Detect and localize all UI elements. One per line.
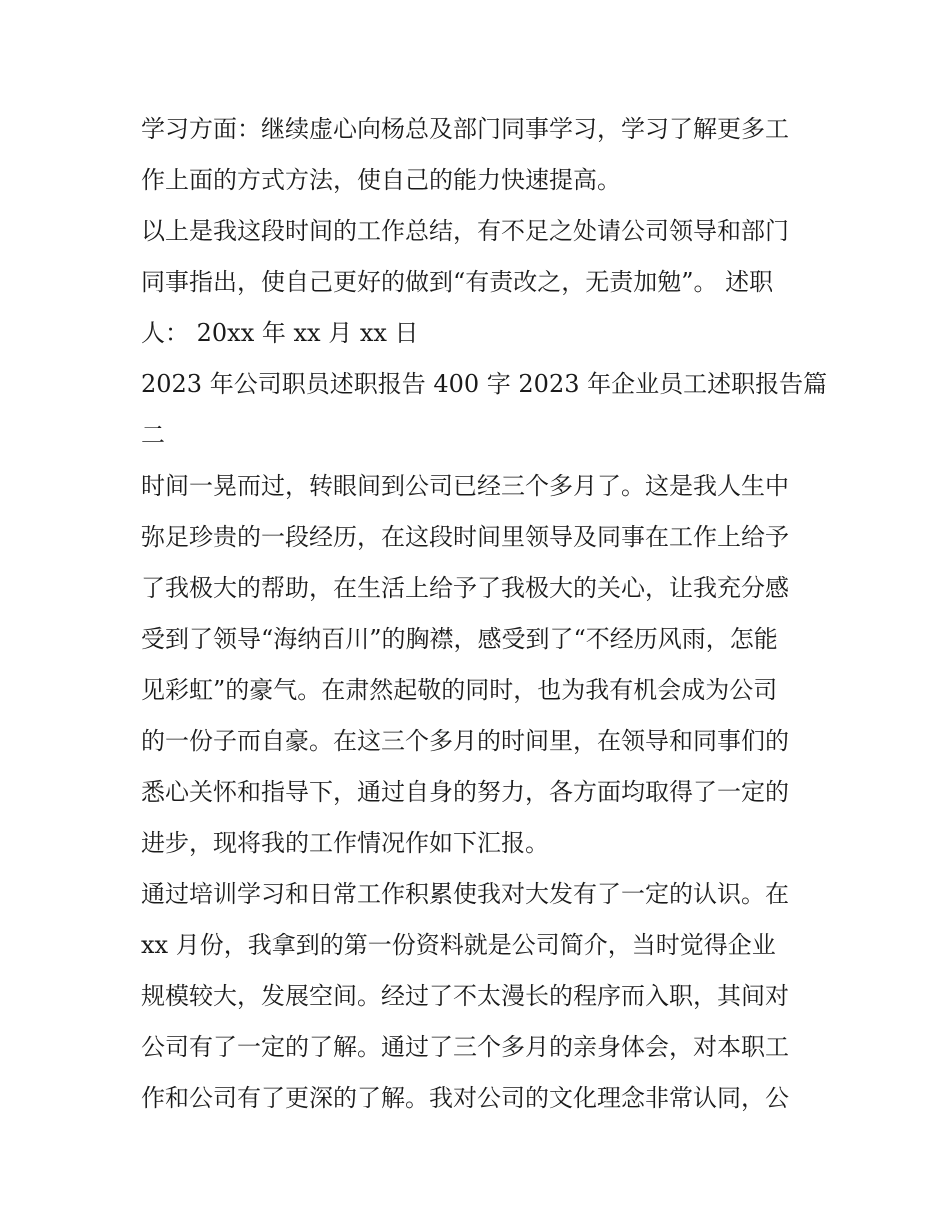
text-line: 悉心关怀和指导下，通过自身的努力，各方面均取得了一定的 — [141, 778, 789, 806]
text-line: 学习方面：继续虚心向杨总及部门同事学习，学习了解更多工 — [141, 115, 789, 143]
text-line: 进步，现将我的工作情况作如下汇报。 — [141, 829, 549, 857]
text-line: 以上是我这段时间的工作总结，有不足之处请公司领导和部门 — [141, 217, 789, 245]
text-line: 的一份子而自豪。在这三个多月的时间里，在领导和同事们的 — [141, 727, 789, 755]
text-line: 弥足珍贵的一段经历，在这段时间里领导及同事在工作上给予 — [141, 523, 789, 551]
text-line: 通过培训学习和日常工作积累使我对大发有了一定的认识。在 — [141, 880, 789, 908]
text-line: 作和公司有了更深的了解。我对公司的文化理念非常认同，公 — [141, 1084, 789, 1112]
text-line: 人： 20xx 年 xx 月 xx 日 — [141, 319, 419, 347]
document-body — [141, 104, 828, 1124]
text-line: 规模较大，发展空间。经过了不太漫长的程序而入职，其间对 — [141, 982, 789, 1010]
text-line: 时间一晃而过，转眼间到公司已经三个多月了。这是我人生中 — [141, 472, 789, 500]
section-heading-line: 二 — [141, 421, 165, 449]
text-line: 受到了领导“海纳百川”的胸襟，感受到了“不经历风雨，怎能 — [141, 625, 778, 653]
text-line: 同事指出，使自己更好的做到“有责改之，无责加勉”。 述职 — [141, 268, 774, 296]
text-line: 了我极大的帮助，在生活上给予了我极大的关心，让我充分感 — [141, 574, 789, 602]
text-line: 公司有了一定的了解。通过了三个多月的亲身体会，对本职工 — [141, 1033, 789, 1061]
text-line: 见彩虹”的豪气。在肃然起敬的同时，也为我有机会成为公司 — [141, 676, 778, 704]
section-heading-line: 2023 年公司职员述职报告 400 字 2023 年企业员工述职报告篇 — [141, 370, 828, 398]
text-line: xx 月份，我拿到的第一份资料就是公司简介，当时觉得企业 — [141, 931, 776, 959]
text-line: 作上面的方式方法，使自己的能力快速提高。 — [141, 166, 621, 194]
